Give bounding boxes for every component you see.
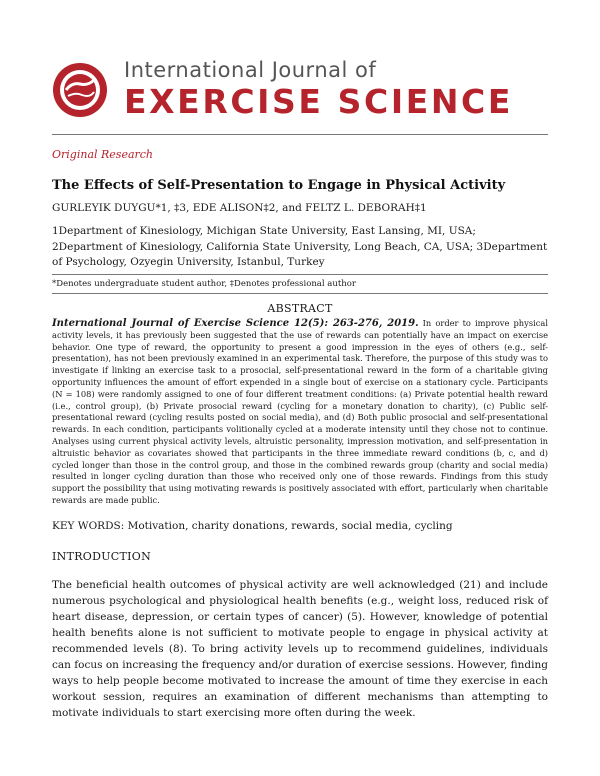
article-affiliations: 1Department of Kinesiology, Michigan State University, East Lansing, MI, USA; 2Department of Kinesiology, California State University, Long Beach, CA, USA; 3Department of Psychology, Ozyegin University, Istanbul, Turkey (52, 225, 548, 268)
abstract-citation: International Journal of Exercise Science 12(5): 263-276, 2019. (52, 318, 419, 329)
journal-name-line2: EXERCISE SCIENCE (124, 82, 514, 121)
keywords: KEY WORDS: Motivation, charity donations, rewards, social media, cycling (52, 520, 453, 532)
introduction-body: The beneficial health outcomes of physical activity are well acknowledged (21) and include numerous psychological and physiological health benefits (e.g., weight loss, reduced risk of heart disease, depression, or certain types of cancer) (5). However, knowledge of potential health benefits alone is not sufficient to motivate people to engage in physical activity at recommended levels (8). To bring activity levels up to recommend guidelines, individuals can focus on increasing the frequency and/or duration of exercise sessions. However, finding ways to help people become motivated to increase the amount of time they exercise in each workout session, requires an examination of different mechanisms than attempting to motivate individuals to start exercising more often during the week. (52, 579, 548, 719)
journal-header (52, 58, 552, 122)
article-title: The Effects of Self-Presentation to Engage in Physical Activity (52, 178, 506, 193)
introduction-heading: INTRODUCTION (52, 550, 152, 563)
ijes-logo-icon (52, 62, 108, 118)
abstract-body (52, 318, 548, 507)
note-divider (52, 293, 548, 294)
author-note: *Denotes undergraduate student author, ‡Denotes professional author (52, 279, 356, 289)
affiliation-divider (52, 274, 548, 275)
journal-name-line1: International Journal of (124, 58, 377, 82)
abstract-heading: ABSTRACT (267, 302, 333, 315)
header-divider (52, 134, 548, 135)
article-authors: GURLEYIK DUYGU*1, ‡3, EDE ALISON‡2, and FELTZ L. DEBORAH‡1 (52, 202, 427, 214)
article-section-label: Original Research (52, 148, 154, 161)
abstract-text: In order to improve physical activity levels, it has previously been suggested that the use of rewards can potentially have an impact on exercise behavior. One type of reward, the opportunity to present a good impression in the eyes of others (e.g., self-presentation), has not been previously examined in an experimental task. Therefore, the purpose of this study was to investigate if linking an exercise task to a prosocial, self-presentational reward in the form of a charitable giving opportunity influences the amount of effort expended in a single bout of exercise on a stationary cycle. Participants (N = 108) were randomly assigned to one of four different treatment conditions: (a) Private potential health reward (i.e., control group), (b) Private prosocial reward (cycling for a monetary donation to charity), (c) Public self-presentational reward (cycling results posted on social media), and (d) Both public prosocial and self-presentational rewards. In each condition, participants volitionally cycled at a moderate intensity until they chose not to continue. Analyses using current physical activity levels, altruistic personality, impression motivation, and self-presentation in altruistic behavior as covariates showed that participants in the three immediate reward conditions (b, c, and d) cycled longer than those in the control group, and those in the combined rewards group (charity and social media) resulted in longer cycling duration than those who received only one of those rewards. Findings from this study support the possibility that using motivating rewards is positively associated with effort, particularly when charitable rewards are made public. (52, 318, 548, 505)
